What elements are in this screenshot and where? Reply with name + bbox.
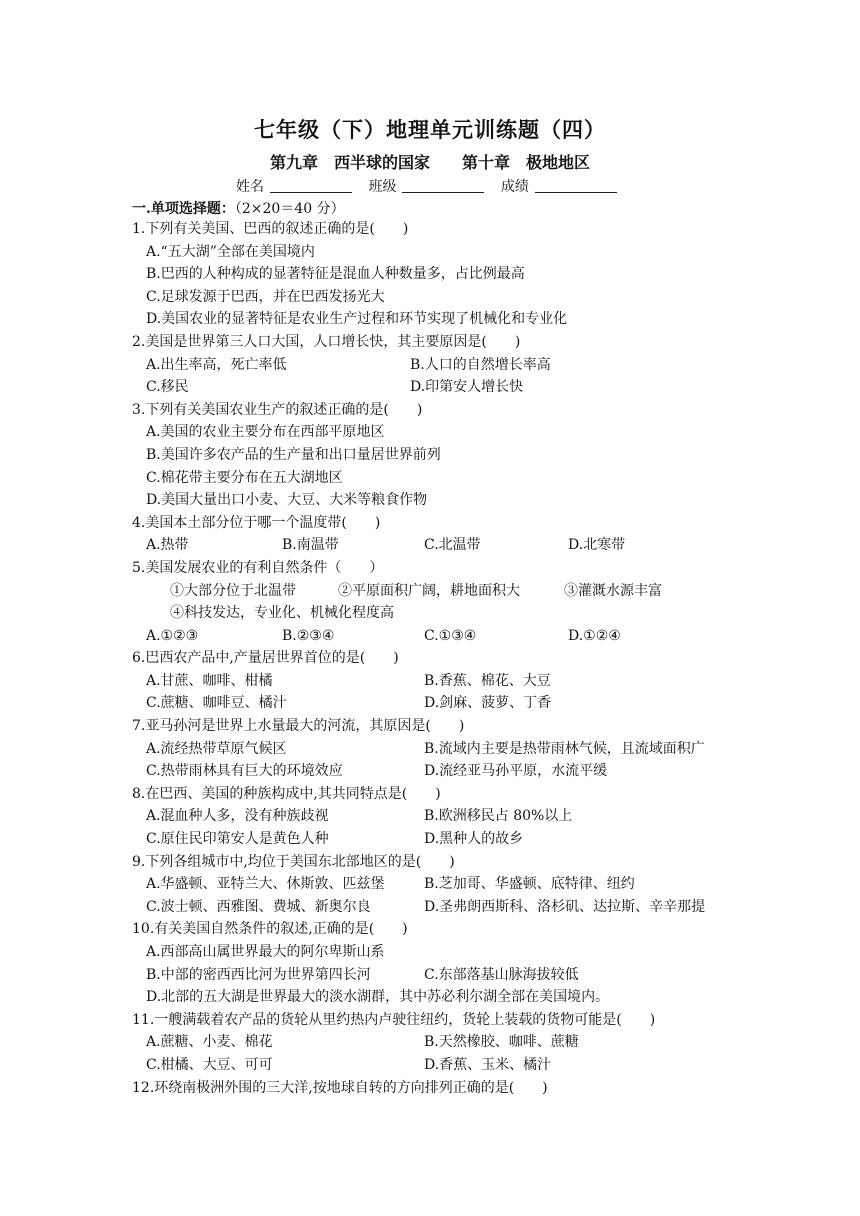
name-blank[interactable] bbox=[270, 178, 352, 193]
option: B.中部的密西西比河为世界第四长河 bbox=[146, 966, 371, 983]
option: D.美国农业的显著特征是农业生产过程和环节实现了机械化和专业化 bbox=[146, 311, 568, 328]
option: A.混血种人多，没有种族歧视 bbox=[146, 808, 329, 825]
option-row bbox=[132, 828, 832, 851]
option-row bbox=[132, 738, 832, 761]
question-stem: 12.环绕南极洲外围的三大洋,按地球自转的方向排列正确的是( ) bbox=[132, 1079, 548, 1096]
question-stem: 4.美国本土部分位于哪一个温度带( ) bbox=[132, 514, 381, 531]
option-row bbox=[132, 896, 832, 919]
option-row bbox=[132, 805, 832, 828]
question-stem: 9.下列各组城市中,均位于美国东北部地区的是( ) bbox=[132, 853, 455, 870]
page-subtitle: 第九章 西半球的国家 第十章 极地地区 bbox=[269, 153, 590, 172]
option-row bbox=[132, 760, 832, 783]
option: C.棉花带主要分布在五大湖地区 bbox=[146, 469, 343, 486]
option: C.东部落基山脉海拔较低 bbox=[424, 966, 579, 983]
condition-item: ④科技发达，专业化、机械化程度高 bbox=[170, 605, 394, 622]
option: B.香蕉、棉花、大豆 bbox=[424, 672, 551, 689]
option: A.蔗糖、小麦、棉花 bbox=[146, 1034, 273, 1051]
option: D.剑麻、菠萝、丁香 bbox=[424, 695, 552, 712]
question-stem: 1.下列有关美国、巴西的叙述正确的是( ) bbox=[132, 221, 409, 237]
class-blank[interactable] bbox=[402, 178, 484, 193]
option: D.圣弗朗西斯科、洛杉矶、达拉斯、辛辛那提 bbox=[424, 898, 706, 915]
option: D.香蕉、玉米、橘汁 bbox=[424, 1056, 552, 1073]
option: C.热带雨林具有巨大的环境效应 bbox=[146, 763, 343, 780]
condition-item: ②平原面积广阔，耕地面积大 bbox=[338, 582, 520, 599]
option-row bbox=[132, 534, 832, 557]
option: D.北部的五大湖是世界最大的淡水湖群，其中苏必利尔湖全部在美国境内。 bbox=[146, 989, 610, 1006]
option: B.②③④ bbox=[282, 627, 335, 644]
option: A.热带 bbox=[146, 537, 189, 554]
condition-item: ③灌溉水源丰富 bbox=[564, 582, 662, 599]
option-row bbox=[132, 670, 832, 693]
option: C.北温带 bbox=[424, 537, 481, 554]
option-row bbox=[132, 376, 832, 399]
option: C.原住民印第安人是黄色人种 bbox=[146, 831, 329, 848]
option: A.①②③ bbox=[146, 627, 199, 644]
option: A.“五大湖”全部在美国境内 bbox=[146, 243, 315, 260]
question-stem: 5.美国发展农业的有利自然条件（ ） bbox=[132, 559, 384, 576]
score-blank[interactable] bbox=[535, 178, 617, 193]
option: C.足球发源于巴西，并在巴西发扬光大 bbox=[146, 288, 385, 305]
question-stem: 10.有关美国自然条件的叙述,正确的是( ) bbox=[132, 921, 408, 938]
question-stem: 2.美国是世界第三人口大国，人口增长快，其主要原因是( ) bbox=[132, 333, 521, 350]
class-label: 班级 bbox=[368, 179, 397, 195]
option-row bbox=[132, 625, 832, 648]
option-row bbox=[132, 692, 832, 715]
option: C.柑橘、大豆、可可 bbox=[146, 1056, 273, 1073]
option-row bbox=[132, 964, 832, 987]
option: B.欧洲移民占 80%以上 bbox=[424, 808, 573, 825]
question-stem: 11.一艘满载着农产品的货轮从里约热内卢驶往纽约，货轮上装载的货物可能是( ) bbox=[132, 1011, 656, 1028]
section-heading bbox=[132, 198, 345, 218]
option-row bbox=[132, 354, 832, 377]
option-row bbox=[132, 873, 832, 896]
question-stem: 6.巴西农产品中,产量居世界首位的是( ) bbox=[132, 650, 399, 667]
option: A.甘蔗、咖啡、柑橘 bbox=[146, 672, 273, 689]
option: A.西部高山属世界最大的阿尔卑斯山系 bbox=[146, 944, 385, 960]
option: B.芝加哥、华盛顿、底特律、纽约 bbox=[424, 876, 635, 893]
option: D.印第安人增长快 bbox=[410, 379, 524, 396]
option: B.人口的自然增长率高 bbox=[410, 356, 551, 373]
option-row bbox=[132, 1054, 832, 1077]
question-stem: 7.亚马孙河是世界上水量最大的河流，其原因是( ) bbox=[132, 718, 465, 735]
option: B.美国许多农产品的生产量和出口量居世界前列 bbox=[146, 446, 441, 463]
condition-item: ①大部分位于北温带 bbox=[170, 582, 296, 599]
option: B.流域内主要是热带雨林气候，且流域面积广 bbox=[424, 740, 705, 757]
score-label: 成绩 bbox=[500, 179, 529, 195]
student-info-fields bbox=[236, 176, 629, 196]
option: D.美国大量出口小麦、大豆、大米等粮食作物 bbox=[146, 492, 428, 509]
option: C.移民 bbox=[146, 379, 189, 396]
option: D.黑种人的故乡 bbox=[424, 831, 524, 848]
option: C.蔗糖、咖啡豆、橘汁 bbox=[146, 695, 287, 712]
option: C.①③④ bbox=[424, 627, 477, 644]
option-row bbox=[132, 1031, 832, 1054]
question-stem: 8.在巴西、美国的种族构成中,其共同特点是( ) bbox=[132, 785, 441, 802]
name-label: 姓名 bbox=[236, 179, 264, 195]
question-list bbox=[132, 218, 832, 1099]
option: B.天然橡胶、咖啡、蔗糖 bbox=[424, 1034, 579, 1051]
option: A.出生率高，死亡率低 bbox=[146, 356, 287, 373]
section-title: 一.单项选择题： bbox=[132, 201, 235, 217]
condition-row bbox=[132, 580, 832, 603]
option: D.流经亚马孙平原，水流平缓 bbox=[424, 763, 608, 780]
option: D.北寒带 bbox=[568, 537, 626, 554]
section-score: （2×20＝40 分） bbox=[234, 201, 345, 217]
option: A.美国的农业主要分布在西部平原地区 bbox=[146, 424, 385, 441]
option: B.南温带 bbox=[282, 537, 339, 554]
option: A.流经热带草原气候区 bbox=[146, 740, 287, 757]
option: D.①②④ bbox=[568, 627, 621, 644]
page-title: 七年级（下）地理单元训练题（四） bbox=[254, 117, 606, 142]
question-stem: 3.下列有关美国农业生产的叙述正确的是( ) bbox=[132, 401, 423, 418]
option: C.波士顿、西雅图、费城、新奥尔良 bbox=[146, 898, 371, 915]
option: A.华盛顿、亚特兰大、休斯敦、匹兹堡 bbox=[146, 876, 385, 893]
option: B.巴西的人种构成的显著特征是混血人种数量多，占比例最高 bbox=[146, 266, 525, 283]
